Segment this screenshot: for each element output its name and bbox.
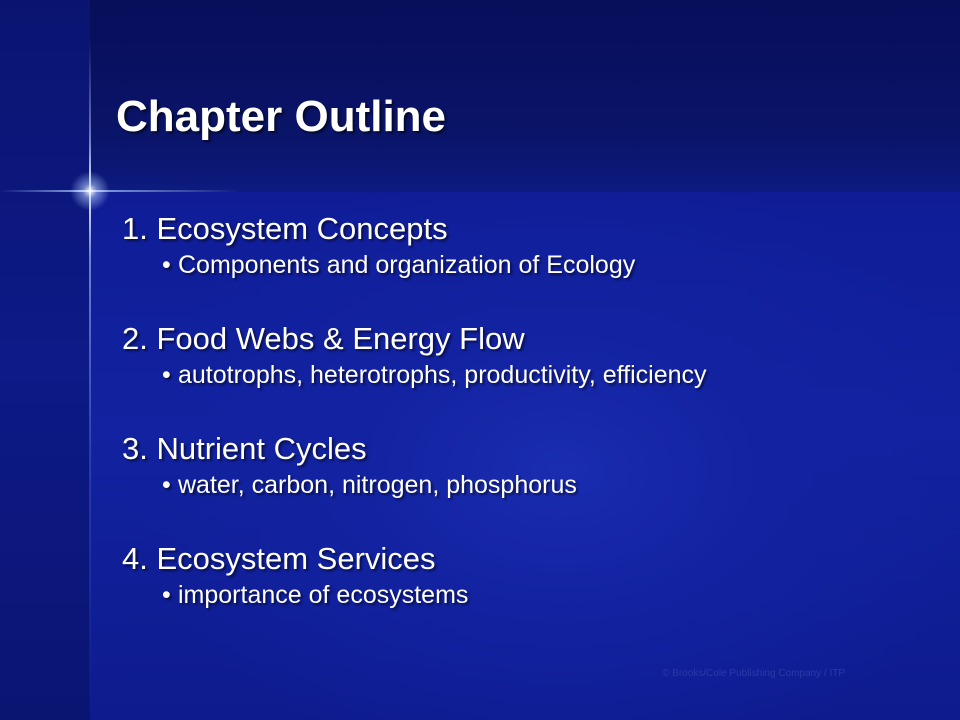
outline-section-1 — [122, 210, 922, 282]
light-flare-glow — [70, 171, 110, 211]
section-detail — [162, 578, 922, 612]
outline-section-2 — [122, 320, 922, 392]
section-detail-text: Components and organization of Ecology — [178, 251, 636, 279]
section-heading: 2. Food Webs & Energy Flow — [122, 321, 525, 356]
copyright-notice: © Brooks/Cole Publishing Company / ITP — [662, 668, 846, 679]
bullet-icon: • — [162, 581, 171, 609]
chapter-outline-list — [122, 210, 922, 612]
outline-section-3 — [122, 430, 922, 502]
section-detail-text: water, carbon, nitrogen, phosphorus — [178, 471, 577, 499]
section-detail — [162, 468, 922, 502]
slide-title: Chapter Outline — [116, 92, 447, 141]
section-detail-text: importance of ecosystems — [178, 581, 469, 609]
section-detail-text: autotrophs, heterotrophs, productivity, efficiency — [178, 361, 707, 389]
bullet-icon: • — [162, 361, 171, 389]
section-heading: 4. Ecosystem Services — [122, 541, 436, 576]
bullet-icon: • — [162, 251, 171, 279]
section-heading: 3. Nutrient Cycles — [122, 431, 367, 466]
light-flare-vertical — [89, 40, 91, 720]
section-detail — [162, 358, 922, 392]
light-flare-horizontal — [0, 190, 240, 192]
section-detail — [162, 248, 922, 282]
background-left-band — [0, 0, 90, 720]
section-heading: 1. Ecosystem Concepts — [122, 211, 448, 246]
bullet-icon: • — [162, 471, 171, 499]
outline-section-4 — [122, 540, 922, 612]
